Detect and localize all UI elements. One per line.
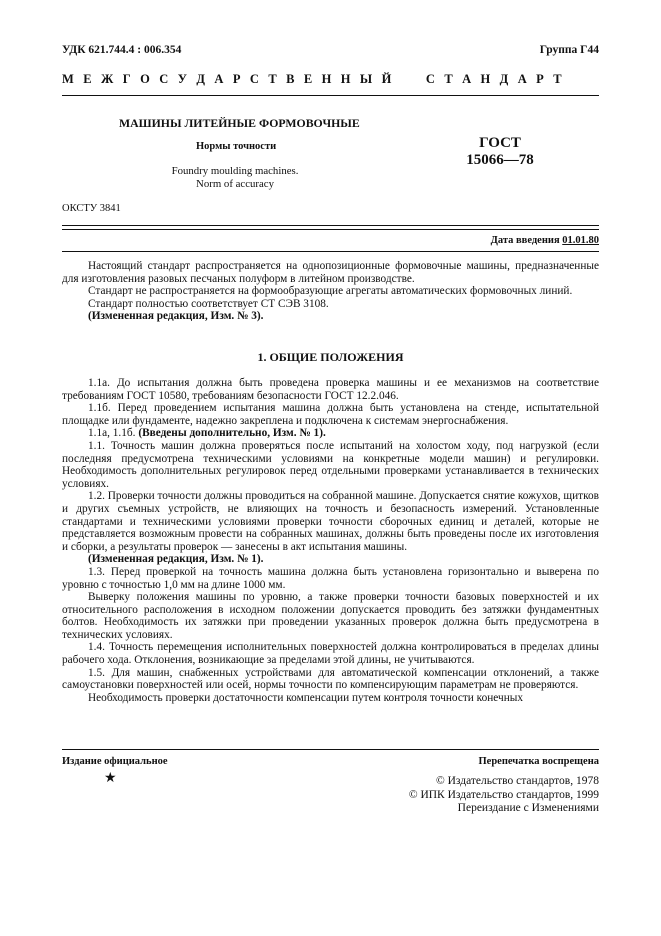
intro-paragraph: Стандарт не распространяется на формообразующие агрегаты автоматических формовочных линий. bbox=[88, 285, 573, 298]
udk-code: УДК 621.744.4 : 006.354 bbox=[62, 44, 182, 56]
intro-date-rule bbox=[62, 251, 599, 252]
clause-1-1: 1.1. Точность машин должна проверяться после испытаний на холостом ходу, под нагрузкой (если последняя предусмотрена техническими условиями на конкретные модели машин) и регулировки. Необходимость дополнительных регулировок перед отдельными проверками устанавливается в технических условиях. bbox=[62, 439, 599, 490]
intro-date-value: 01.01.80 bbox=[562, 235, 599, 246]
clause-1-5: 1.5. Для машин, снабженных устройствами для автоматической компенсации отклонений, а также самоустановки поверхностей или осей, нормы точности по компенсирующим параметрам не проверяются. bbox=[62, 666, 599, 692]
clause-added-bold: (Введены дополнительно, Изм. № 1). bbox=[138, 427, 326, 440]
intro-change-note: (Измененная редакция, Изм. № 3). bbox=[88, 310, 264, 323]
copyright-line-1: © Издательство стандартов, 1978 bbox=[435, 775, 599, 787]
clause-1-4: 1.4. Точность перемещения исполнительных поверхностей должна контролироваться в пределах длины рабочего хода. Отклонения, возникающие за пределами этой длины, не учитываются. bbox=[62, 641, 599, 667]
clause-1-1b: 1.1б. Перед проведением испытания машина должна быть установлена на стенде, испытательной площадке или фундаменте, надежно закреплена и подключена к системам энергоснабжения. bbox=[62, 402, 599, 427]
section-heading: 1. ОБЩИЕ ПОЛОЖЕНИЯ bbox=[257, 350, 404, 364]
reissue-note: Переиздание с Изменениями bbox=[457, 802, 599, 814]
gost-number: 15066—78 bbox=[466, 152, 534, 168]
intro-paragraph: Настоящий стандарт распространяется на однопозиционные формовочные машины, предназначенные для изготовления разовых песчаных полуформ в литейном производстве. bbox=[62, 260, 599, 285]
clause-1-3: 1.3. Перед проверкой на точность машина должна быть установлена горизонтально и выверена по уровню с точностью 1,0 мм на длине 1000 мм. bbox=[62, 565, 599, 591]
group-code: Группа Г44 bbox=[539, 44, 599, 56]
clause-1-3-continued: Выверку положения машины по уровню, а также проверки точности базовых поверхностей и их относительного расположения в исходном положении допускается проводить без затяжки фундаментных болтов. Необходимость их затяжки при проведении указанных проверок должна быть предусмотрена в технических условиях. bbox=[62, 591, 599, 641]
star-icon: ★ bbox=[104, 771, 117, 786]
clause-1-2-change-note: (Измененная редакция, Изм. № 1). bbox=[88, 553, 264, 566]
standard-banner: М Е Ж Г О С У Д А Р С Т В Е Н Н Ы Й С Т А Н Д А Р Т bbox=[62, 72, 565, 86]
gost-designation bbox=[445, 135, 555, 169]
clause-1-2: 1.2. Проверки точности должны проводиться на собранной машине. Допускается снятие кожухов, щитков и других съемных устройств, не влияющих на точность и безопасность измерений. Установленные стандартами и техническими условиями проверки точности сборочных единиц и деталей, которые не представляется возможным провести на собранных машинах, должны быть проведены после их изготовления и сборки, а результаты проверок — занесены в акт испытания машины. bbox=[62, 490, 599, 553]
english-title bbox=[160, 165, 310, 191]
intro-block bbox=[62, 260, 599, 323]
clause-added-prefix: 1.1а, 1.1б. bbox=[88, 427, 136, 440]
intro-paragraph: Стандарт полностью соответствует СТ СЭВ 3108. bbox=[88, 297, 329, 310]
header-rule bbox=[62, 95, 599, 96]
title-rule-top bbox=[62, 225, 599, 226]
gost-label: ГОСТ bbox=[479, 135, 521, 151]
clause-added-note bbox=[62, 427, 599, 440]
footer-rule bbox=[62, 749, 599, 750]
okstu-code: ОКСТУ 3841 bbox=[62, 203, 121, 214]
copyright-block bbox=[409, 775, 599, 816]
section-body bbox=[62, 377, 599, 704]
document-subtitle: Нормы точности bbox=[196, 141, 277, 152]
title-rule-bottom bbox=[62, 229, 599, 230]
english-title-line-2: Norm of accuracy bbox=[196, 178, 274, 190]
english-title-line-1: Foundry moulding machines. bbox=[171, 165, 299, 177]
document-title: МАШИНЫ ЛИТЕЙНЫЕ ФОРМОВОЧНЫЕ bbox=[119, 116, 360, 130]
intro-date bbox=[491, 235, 599, 246]
copyright-line-2: © ИПК Издательство стандартов, 1999 bbox=[408, 788, 599, 801]
intro-date-label: Дата введения bbox=[490, 235, 560, 246]
reprint-prohibited: Перепечатка воспрещена bbox=[478, 756, 599, 767]
clause-continuation: Необходимость проверки достаточности компенсации путем контроля точности конечных bbox=[88, 691, 523, 704]
clause-1-1a: 1.1а. До испытания должна быть проведена проверка машины и ее механизмов на соответствие требованиям ГОСТ 10580, требованиям безопасности ГОСТ 12.2.046. bbox=[62, 377, 599, 402]
official-edition: Издание официальное bbox=[62, 756, 168, 767]
